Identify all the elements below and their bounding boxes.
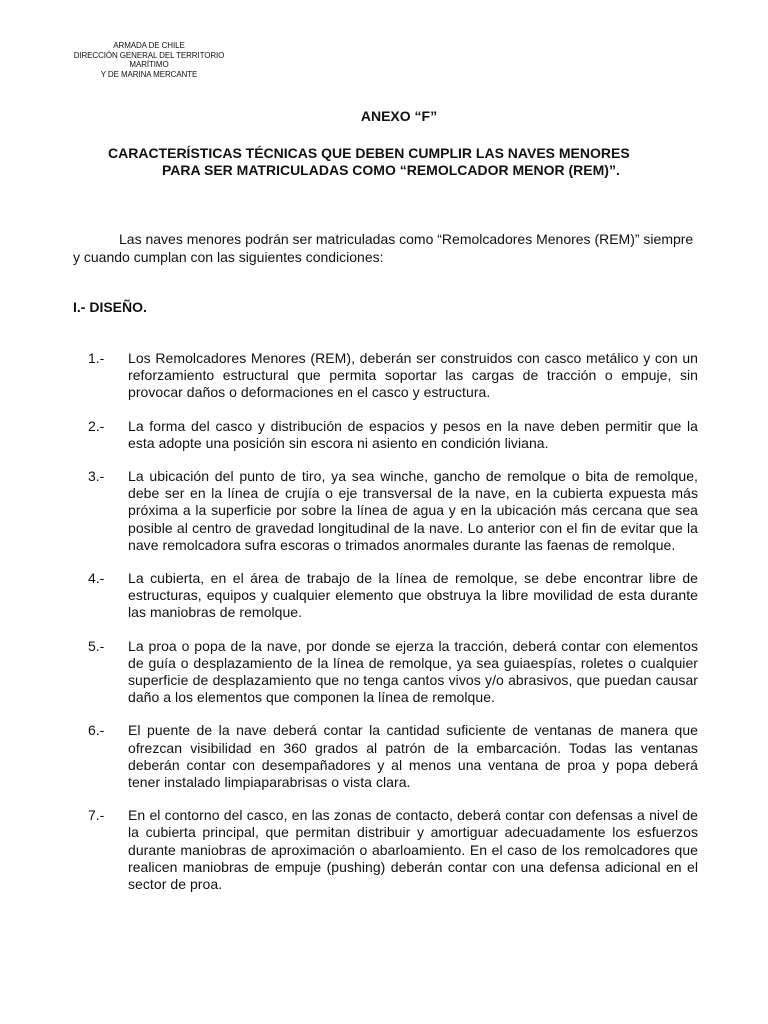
item-number: 5.- — [88, 637, 105, 654]
item-text: La cubierta, en el área de trabajo de la línea de remolque, se debe encontrar libre de estructuras, equipos y cualquier elemento que obstruya la libre movilidad de esta durante las maniobras de remolque. — [128, 570, 698, 621]
item-number: 7.- — [88, 807, 105, 824]
item-text: La forma del casco y distribución de espacios y pesos en la nave deben permitir que la esta adopte una posición sin escora ni asiento en condición liviana. — [128, 417, 698, 451]
item-text: En el contorno del casco, en las zonas de contacto, deberá contar con defensas a nivel de la cubierta principal, que permitan distribuir y amortiguar adecuadamente los esfuerzos durante maniobras de aproximación o abarloamiento. En el caso de los remolcadores que realicen maniobras de empuje (pushing) deberán contar con una defensa adicional en el sector de proa. — [128, 807, 698, 893]
section-heading: I.- DISEÑO. — [73, 299, 147, 315]
list-item — [88, 350, 698, 402]
item-text: Los Remolcadores Menores (REM), deberán ser construidos con casco metálico y con un reforzamiento estructural que permita soportar las cargas de tracción o empuje, sin provocar daños o deformaciones en el casco y estructura. — [128, 350, 698, 401]
annex-title: ANEXO “F” — [360, 108, 438, 124]
list-item — [88, 638, 698, 707]
numbered-list — [88, 350, 698, 909]
item-text: El puente de la nave deberá contar la cantidad suficiente de ventanas de manera que ofrezcan visibilidad en 360 grados al patrón de la embarcación. Todas las ventanas deberán contar con desempañadores y al menos una ventana de proa y popa deberá tener instalado limpiaparabrisas o vista clara. — [128, 722, 698, 791]
list-item — [88, 722, 698, 791]
intro-paragraph: Las naves menores podrán ser matriculadas como “Remolcadores Menores (REM)” siempre y cuando cumplan con las siguientes condiciones: — [73, 231, 694, 265]
letterhead-line: Y DE MARINA MERCANTE — [100, 69, 198, 79]
list-item — [88, 570, 698, 622]
item-number: 4.- — [88, 570, 105, 587]
list-item — [88, 807, 698, 893]
letterhead-line: ARMADA DE CHILE — [113, 41, 185, 50]
list-item — [88, 468, 698, 554]
title-line: CARACTERÍSTICAS TÉCNICAS QUE DEBEN CUMPLIR LAS NAVES MENORES — [108, 145, 630, 161]
item-number: 3.- — [88, 468, 105, 485]
item-number: 6.- — [88, 722, 105, 739]
list-item — [88, 418, 698, 452]
letterhead-line: DIRECCIÓN GENERAL DEL TERRITORIO — [73, 50, 225, 60]
title-line: PARA SER MATRICULADAS COMO “REMOLCADOR MENOR (REM)”. — [162, 162, 620, 178]
item-text: La proa o popa de la nave, por donde se ejerza la tracción, deberá contar con elementos de guía o desplazamiento de la línea de remolque, ya sea guiaespías, roletes o cualquier superficie de desplazamiento que no tenga cantos vivos y/o abrasivos, que puedan causar daño a los elementos que componen la línea de remolque. — [128, 637, 698, 706]
letterhead — [70, 41, 228, 79]
item-number: 2.- — [88, 417, 105, 434]
letterhead-line: MARÍTIMO — [129, 60, 169, 69]
document-title — [108, 145, 698, 179]
item-number: 1.- — [88, 350, 105, 366]
item-text: La ubicación del punto de tiro, ya sea winche, gancho de remolque o bita de remolque, debe ser en la línea de crujía o eje transversal de la nave, en la cubierta expuesta más próxima a la superficie por sobre la línea de agua y en la ubicación más cercana que sea posible al centro de gravedad longitudinal de la nave. Lo anterior con el fin de evitar que la nave remolcadora sufra escoras o trimados anormales durante las faenas de remolque. — [128, 468, 698, 553]
